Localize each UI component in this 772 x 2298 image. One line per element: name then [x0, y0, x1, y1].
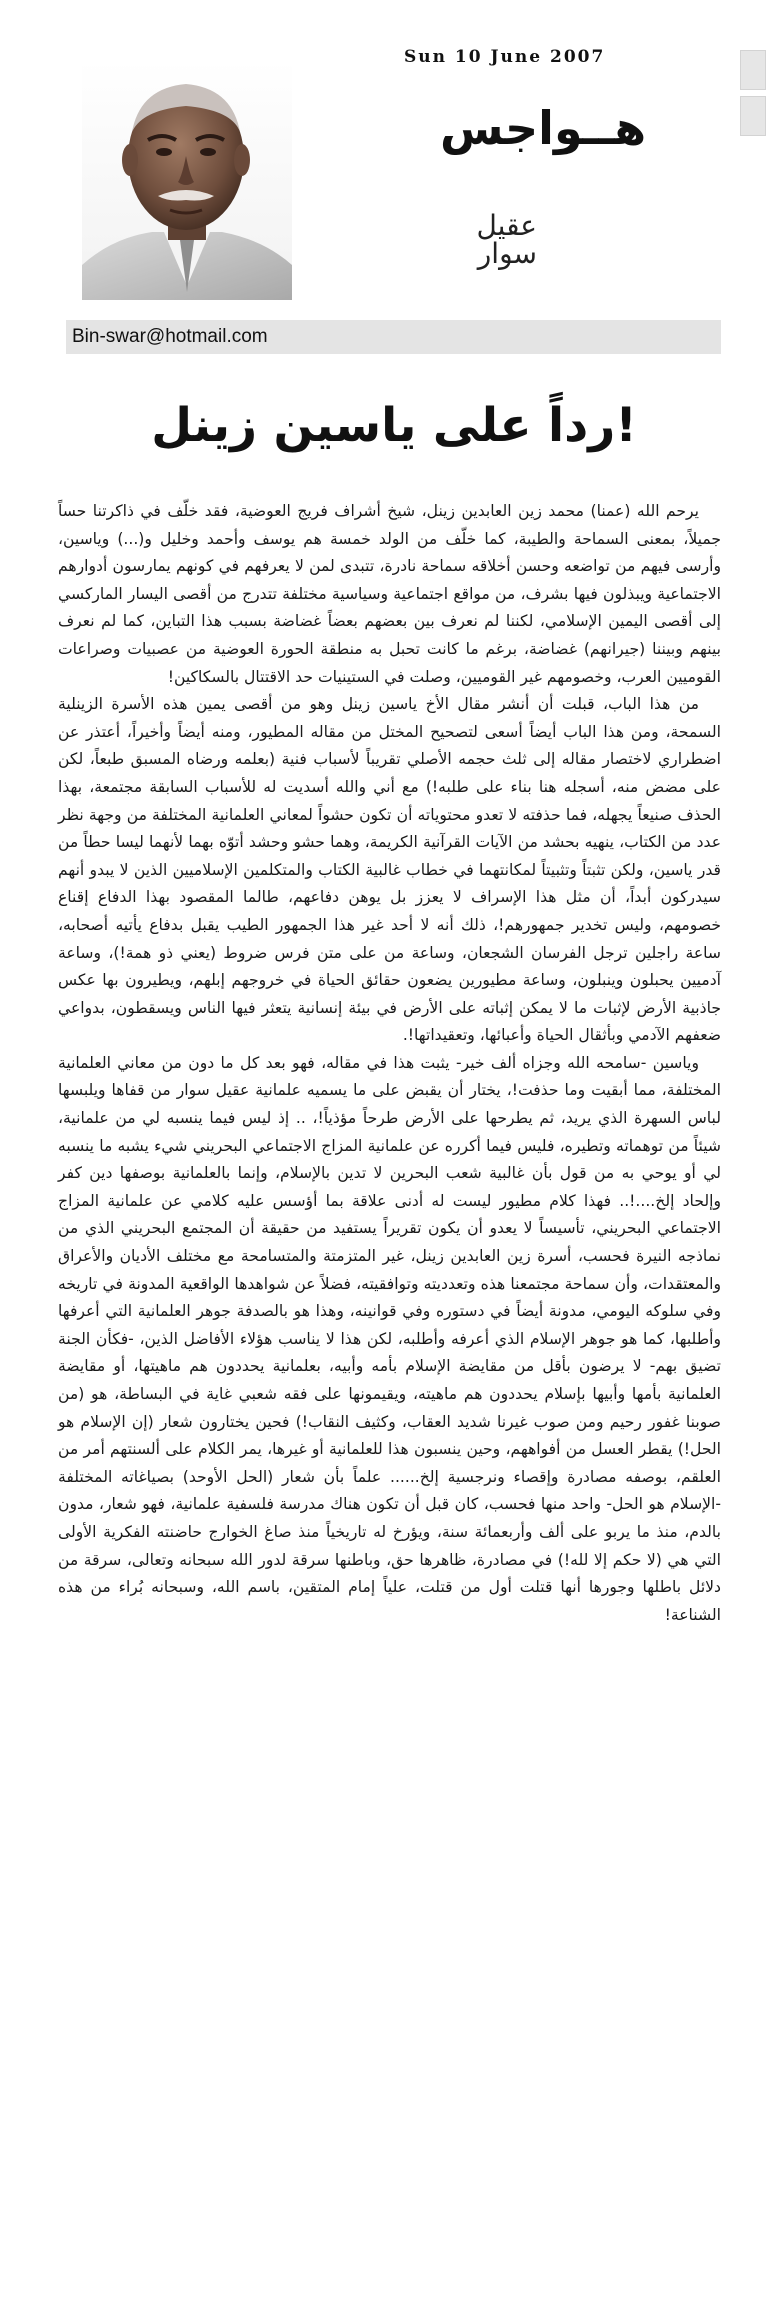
publication-date: Sun 10 June 2007: [404, 47, 606, 67]
author-photo: [82, 60, 292, 300]
article-paragraph-3: وياسين -سامحه الله وجزاه ألف خير- يثبت هذا في مقاله، فهو بعد كل ما دون من معاني العلمانية المختلفة، مما أبقيت وما حذفت!، يختار أن يقبض على ما يسميه علمانية عقيل سوار من قفاها ويلبسها لباس السهرة الذي يريد، ثم يطرحها على الأرض طرحاً مؤذياً!، .. إذ ليس فيما ينسبه لي من علمانية، شيئاً من توهماته وتطيره، فليس فيما أكرره عن علمانية المزاج الاجتماعي البحريني شيء يشبه ما ينسبه لي أو يوحي به من قول بأن غالبية شعب البحرين لا تدين بالإسلام، وإنما بالعلمانية بوصفها دين كفر وإلحاد إلخ....!.. فهذا كلام مطيور ليست له أدنى علاقة بما أؤسس عليه كلامي عن علمانية المزاج الاجتماعي البحريني، تأسيساً لا يعدو أن يكون تقريراً يستفيد من حقيقة أن المجتمع البحريني الذي من نماذجه النيرة فحسب، أسرة زين العابدين زينل، غير المتزمتة والمتسامحة مع مختلف الأديان والأعراق والمعتقدات، وأن سماحة مجتمعنا هذه وتعدديته وتوافقيته، فضلاً عن شواهدها الواقعية المدونة في تاريخه وفي سلوكه اليومي، مدونة أيضاً في دستوره وفي قوانينه، وهذا هو بالصدفة جوهر العلمانية التي أعرفها وأطلبها، كما هو جوهر الإسلام الذي أعرفه وأطلبه، لكن هذا لا يناسب هؤلاء الأفاضل الذين، -فكأن الجنة تضيق بهم- لا يرضون بأقل من مقايضة الإسلام بأمه وأبيه، بعلمانية يحددون هم ماهيتها، أو مقايضة العلمانية بأمها وأبيها بإسلام يحددون هم ماهيته، ويقيمونها على فقه شعبي غاية في البساطة، هو (من صوبنا غفور رحيم ومن صوب غيرنا شديد العقاب، وكثيف النقاب!) فحين يختارون شعار (إن الإسلام هو الحل!) يقطر العسل من أفواههم، وحين ينسبون هذا للعلمانية أو غيرها، يمر الكلام على ألسنتهم أمر من العلقم، بوصفه مصادرة وإقصاء ونرجسية إلخ...... علماً بأن شعار (الحل الأوحد) بصياغاته المختلفة -الإسلام هو الحل- واحد منها فحسب، كان قبل أن تكون هناك مدرسة فلسفية علمانية، فهو شعار، مدون بالدم، منذ ما يربو على ألف وأربعمائة سنة، ويؤرخ له تاريخياً منذ صاغ الخوارج حاضنته الفكرية الأولى التي هي (لا حكم إلا لله!) في مصادرة، ظاهرها حق، وباطنها سرقة لدور الله سبحانه وتعالى، سرقة من دلائل باطلها وجورها أنها قتلت أول من قتلت، علياً إمام المتقين، باسم الله، وسبحانه بُراء من هذه الشناعة!: [58, 1053, 721, 1624]
author-email[interactable]: Bin-swar@hotmail.com: [72, 326, 268, 347]
article-body: [58, 498, 721, 1629]
scroll-down-box[interactable]: [740, 96, 766, 136]
scroll-up-box[interactable]: [740, 50, 766, 90]
article-paragraph-1: يرحم الله (عمنا) محمد زين العابدين زينل، شيخ أشراف فريج العوضية، فقد خلّف في ذاكرتنا حساً جميلاً، بمعنى السماحة والطيبة، كما خلّف من الولد خمسة هم يوسف وأحمد وخليل و(...) وياسين، وأرسى فيهم من تواضعه وحسن أخلاقه سماحة نادرة، تتبدى لمن لا يعرفهم في كونهم يمارسون أدوارهم الاجتماعية ويبذلون فيها بشرف، من مواقع اجتماعية وسياسية مختلفة تتدرج من أقصى اليسار الماركسي إلى أقصى اليمين الإسلامي، لكننا لم نعرف بين بعضهم بعضاً غضاضة بسبب هذا التباين، كما لم نعرف بينهم وبيننا (جيرانهم) غضاضة، برغم ما كانت تحبل به منطقة الحورة العوضية من عصبيات وصراعات القوميين العرب، وخصومهم غير القوميين، وصلت في الستينيات حد الاقتتال بالسكاكين!: [58, 502, 721, 686]
email-bar: [66, 320, 721, 354]
side-scroll-strip[interactable]: [740, 50, 766, 2250]
article-paragraph-2: من هذا الباب، قبلت أن أنشر مقال الأخ ياسين زينل وهو من أقصى يمين هذه الأسرة الزينلية السمحة، ومن هذا الباب أيضاً أسعى لتصحيح المختل من مقاله المطيور، ومنه أيضاً وأخيراً، أعتذر عن اضطراري لاختصار مقاله إلى ثلث حجمه الأصلي تقريباً لأسباب فنية (بعلمه ورضاه المسبق طبعاً، لكن على مضض منه، أسجله هنا بناء على طلبه!) مع أني والله أسديت له للأسباب السابقة مجتمعة، بهذا الحذف صنيعاً يجهله، فما حذفته لا تعدو محتوياته أن تكون حشواً لمعاني العلمانية المختلفة من وجهة نظر عدد من الكتاب، ينهيه بحشد من الآيات القرآنية الكريمة، وهما حشو وحشد أتوّه بهما لأنهما ليسا حطاً من قدر ياسين، ولكن تثبتاً وتثبيتاً لمكانتهما في خطاب غالبية الكتاب والمتكلمين الإسلاميين الذين لا يبدو أنهم سيدركون أبداً، أن مثل هذا الإسراف لا يعزز بل يوهن دفاعهم، طالما المقصود بهذا الدفاع إقناع خصومهم، وليس تخدير جمهورهم!، ذلك أنه لا أحد غير هذا الجمهور الطيب يقبل بدفاع يأتيه أصحابه، ساعة راجلين ترجل الفرسان الشجعان، وساعة من على متن فرس ضروط (يعني ذو همة!)، وساعة آدميين يحبلون وينبلون، وساعة مطيورين يضعون حقائق الحياة في خروجهم إبلهم، ويطيرون بها عكس جاذبية الأرض لإثبات ما لا يمكن إثباته على الأرض في بيئة إنسانية يتعثر فيها الناس ويسقطون، بدواعي ضعفهم الآدمي وبأثقال الحياة وأعبائها، وتعقيداتها!.: [58, 695, 721, 1045]
article-headline: رداً على ياسين زينل!: [151, 398, 637, 453]
column-title: هــواجس: [440, 101, 647, 155]
author-name: عقيل سوار: [476, 209, 537, 270]
